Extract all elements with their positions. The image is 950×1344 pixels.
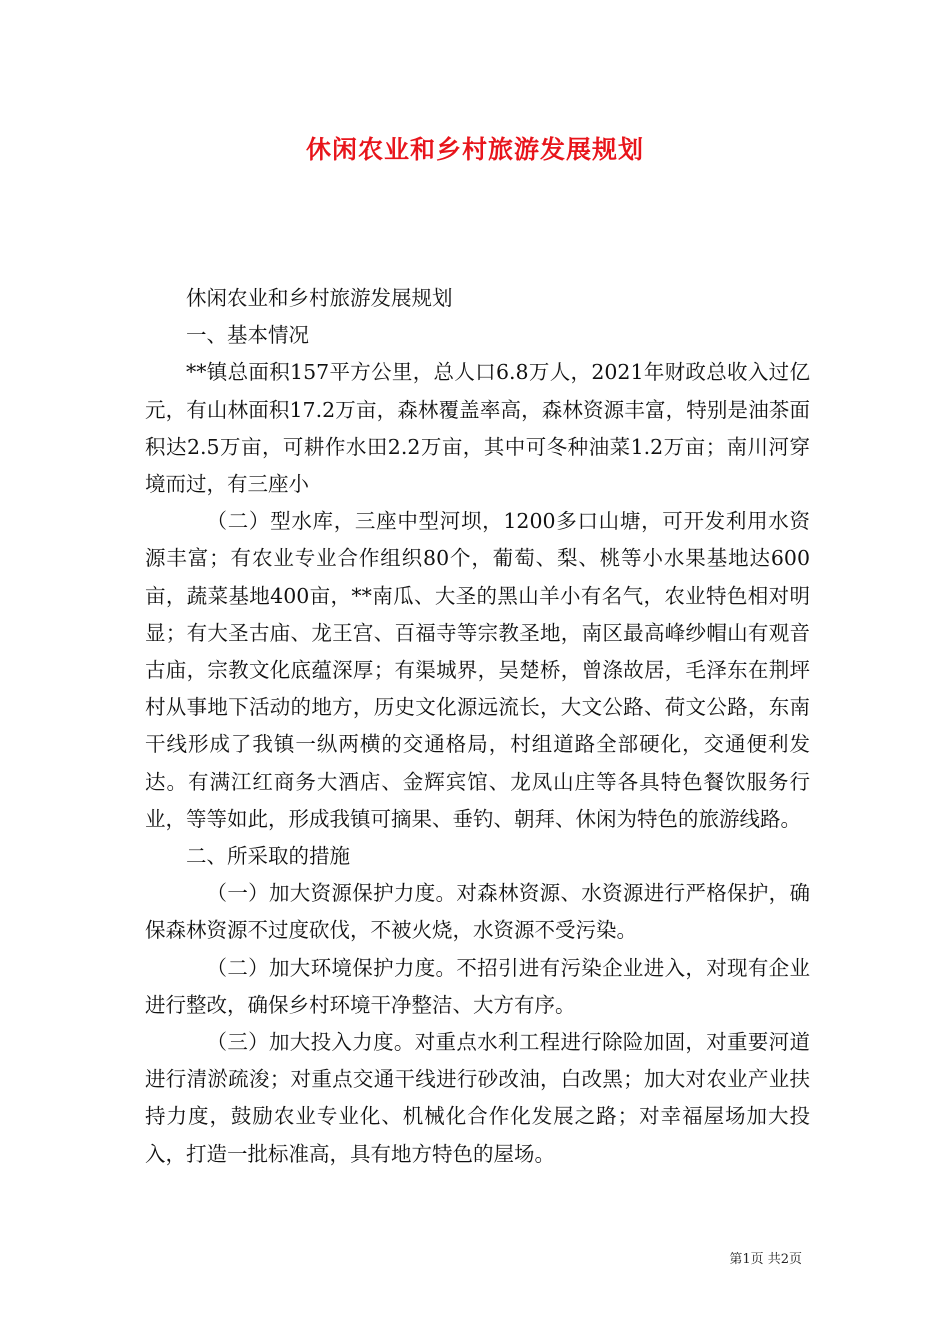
paragraph-overview: **镇总面积157平方公里，总人口6.8万人，2021年财政总收入过亿元，有山林面积17.2万亩，森林覆盖率高，森林资源丰富，特别是油茶面积达2.5万亩，可耕作水田2.2万亩，其中可冬种油菜1.2万亩；南川河穿境而过，有三座小 <box>145 360 810 497</box>
paragraph-heading-repeat: 休闲农业和乡村旅游发展规划 <box>186 286 453 310</box>
section-heading-measures: 二、所采取的措施 <box>186 844 350 869</box>
page-number: 第1页 共2页 <box>729 1252 802 1267</box>
section-heading-basic-situation: 一、基本情况 <box>186 323 309 348</box>
paragraph-resources: （二）型水库，三座中型河坝，1200多口山塘，可开发利用水资源丰富；有农业专业合作组织80个，葡萄、梨、桃等小水果基地达600亩，蔬菜基地400亩，**南瓜、大圣的黑山羊小有名气，农业特色相对明显；有大圣古庙、龙王宫、百福寺等宗教圣地，南区最高峰纱帽山有观音古庙，宗教文化底蕴深厚；有渠城界，吴楚桥，曾涤故居，毛泽东在荆坪村从事地下活动的地方，历史文化源远流长，大文公路、荷文公路，东南干线形成了我镇一纵两横的交通格局，村组道路全部硬化，交通便利发达。有满江红商务大酒店、金辉宾馆、龙凤山庄等各具特色餐饮服务行业，等等如此，形成我镇可摘果、垂钓、朝拜、休闲为特色的旅游线路。 <box>145 509 810 831</box>
paragraph-measure-1: （一）加大资源保护力度。对森林资源、水资源进行严格保护，确保森林资源不过度砍伐，不被火烧，水资源不受污染。 <box>145 881 810 943</box>
document-body <box>145 280 810 1173</box>
document-title: 休闲农业和乡村旅游发展规划 <box>305 135 644 164</box>
paragraph-measure-2: （二）加大环境保护力度。不招引进有污染企业进入，对现有企业进行整改，确保乡村环境干净整洁、大方有序。 <box>145 955 810 1017</box>
paragraph-measure-3: （三）加大投入力度。对重点水利工程进行除险加固，对重要河道进行清淤疏浚；对重点交通干线进行砂改油，白改黑；加大对农业产业扶持力度，鼓励农业专业化、机械化合作化发展之路；对幸福屋场加大投入，打造一批标准高，具有地方特色的屋场。 <box>145 1030 810 1166</box>
